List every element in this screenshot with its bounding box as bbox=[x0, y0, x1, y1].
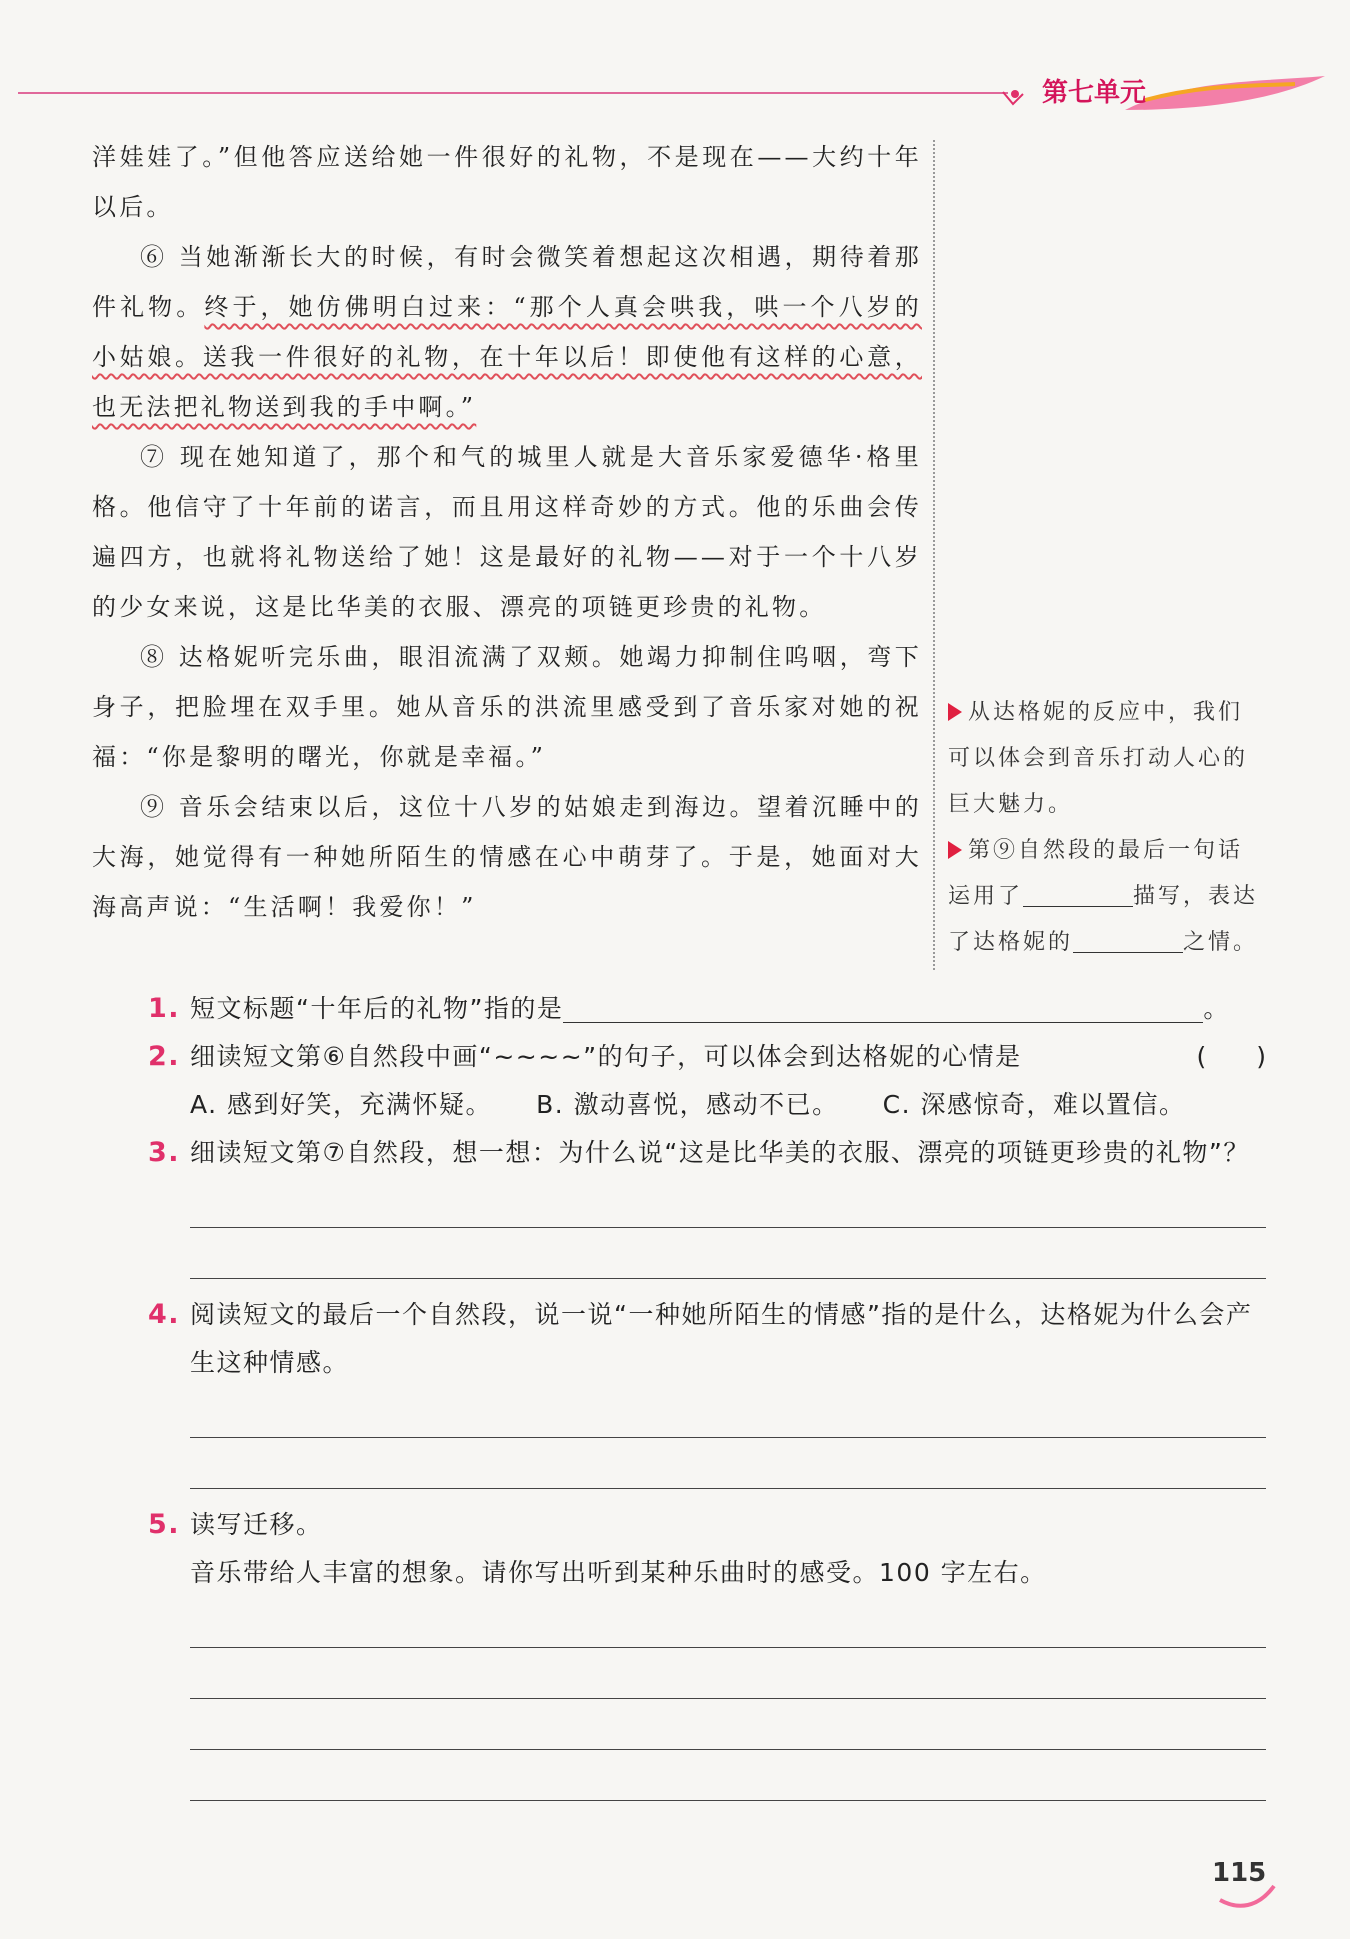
answer-line[interactable] bbox=[190, 1699, 1266, 1750]
reading-passage bbox=[92, 132, 922, 932]
paragraph-7: ⑦ 现在她知道了，那个和气的城里人就是大音乐家爱德华·格里格。他信守了十年前的诺言，而且用这样奇妙的方式。他的乐曲会传遍四方，也就将礼物送给了她！这是最好的礼物——对于一个十八岁的少女来说，这是比华美的衣服、漂亮的项链更珍贵的礼物。 bbox=[92, 443, 922, 621]
question-4 bbox=[148, 1291, 1266, 1489]
page-number: 115 bbox=[1212, 1858, 1267, 1888]
answer-line[interactable] bbox=[190, 1228, 1266, 1279]
question-text: 细读短文第⑥自然段中画“~~~~”的句子，可以体会到达格妮的心情是 bbox=[190, 1042, 1022, 1071]
answer-line[interactable] bbox=[190, 1438, 1266, 1489]
question-number: 1. bbox=[148, 993, 181, 1024]
question-text: 阅读短文的最后一个自然段，说一说“一种她所陌生的情感”指的是什么，达格妮为什么会产生这种情感。 bbox=[190, 1300, 1253, 1377]
question-title: 读写迁移。 bbox=[190, 1510, 323, 1539]
option-b[interactable]: B. 激动喜悦，感动不已。 bbox=[536, 1090, 839, 1119]
question-number: 5. bbox=[148, 1509, 181, 1540]
triangle-marker-icon bbox=[948, 703, 962, 721]
paragraph-continued: 洋娃娃了。”但他答应送给她一件很好的礼物，不是现在——大约十年以后。 bbox=[92, 143, 922, 221]
paragraph-6 bbox=[92, 232, 922, 432]
question-text: 短文标题“十年后的礼物”指的是 bbox=[190, 994, 564, 1023]
paragraph-6-start: ⑥ 当她渐渐长大的时候，有时会微笑着想起这次相遇，期待着那件礼物。 bbox=[92, 243, 922, 321]
question-text: 细读短文第⑦自然段，想一想：为什么说“这是比华美的衣服、漂亮的项链更珍贵的礼物”？ bbox=[190, 1138, 1250, 1167]
question-number: 2. bbox=[148, 1041, 181, 1072]
note-blank-emotion[interactable] bbox=[1073, 926, 1183, 953]
question-text: 音乐带给人丰富的想象。请你写出听到某种乐曲时的感受。100 字左右。 bbox=[190, 1558, 1047, 1587]
answer-line[interactable] bbox=[190, 1177, 1266, 1228]
answer-parentheses[interactable]: ( ) bbox=[1196, 1042, 1266, 1071]
paragraph-6-wavy-sentence: 终于，她仿佛明白过来：“那个人真会哄我，哄一个八岁的小姑娘。送我一件很好的礼物，在十年以后！即使他有这样的心意，也无法把礼物送到我的手中啊。” bbox=[92, 293, 922, 421]
page-number-swoosh-icon bbox=[1218, 1880, 1278, 1910]
question-number: 4. bbox=[148, 1299, 181, 1330]
paragraph-9: ⑨ 音乐会结束以后，这位十八岁的姑娘走到海边。望着沉睡中的大海，她觉得有一种她所陌生的情感在心中萌芽了。于是，她面对大海高声说：“生活啊！我爱你！” bbox=[92, 793, 922, 921]
question-1: 1. 短文标题“十年后的礼物”指的是 。 bbox=[148, 985, 1266, 1033]
question-5 bbox=[148, 1501, 1266, 1801]
unit-title: 第七单元 bbox=[1042, 78, 1147, 108]
option-a[interactable]: A. 感到好笑，充满怀疑。 bbox=[190, 1090, 493, 1119]
note-blank-description[interactable] bbox=[1023, 880, 1133, 907]
note-2: 第⑨自然段的最后一句话运用了 描写，表达了达格妮的 之情。 bbox=[948, 838, 1259, 955]
answer-line[interactable] bbox=[190, 1387, 1266, 1438]
paragraph-8: ⑧ 达格妮听完乐曲，眼泪流满了双颊。她竭力抑制住呜咽，弯下身子，把脸埋在双手里。她从音乐的洪流里感受到了音乐家对她的祝福：“你是黎明的曙光，你就是幸福。” bbox=[92, 643, 922, 771]
question-list bbox=[148, 985, 1266, 1801]
triangle-marker-icon bbox=[948, 841, 962, 859]
answer-blank[interactable] bbox=[563, 994, 1203, 1023]
answer-line[interactable] bbox=[190, 1597, 1266, 1648]
side-notes bbox=[948, 690, 1266, 966]
option-list bbox=[190, 1081, 1266, 1129]
note-1: 从达格妮的反应中，我们可以体会到音乐打动人心的巨大魅力。 bbox=[948, 700, 1249, 817]
question-2 bbox=[148, 1033, 1266, 1129]
answer-line[interactable] bbox=[190, 1750, 1266, 1801]
answer-line[interactable] bbox=[190, 1648, 1266, 1699]
question-3 bbox=[148, 1129, 1266, 1279]
margin-divider bbox=[933, 140, 935, 970]
option-c[interactable]: C. 深感惊奇，难以置信。 bbox=[882, 1090, 1186, 1119]
header-rule bbox=[18, 92, 1008, 94]
question-number: 3. bbox=[148, 1137, 181, 1168]
